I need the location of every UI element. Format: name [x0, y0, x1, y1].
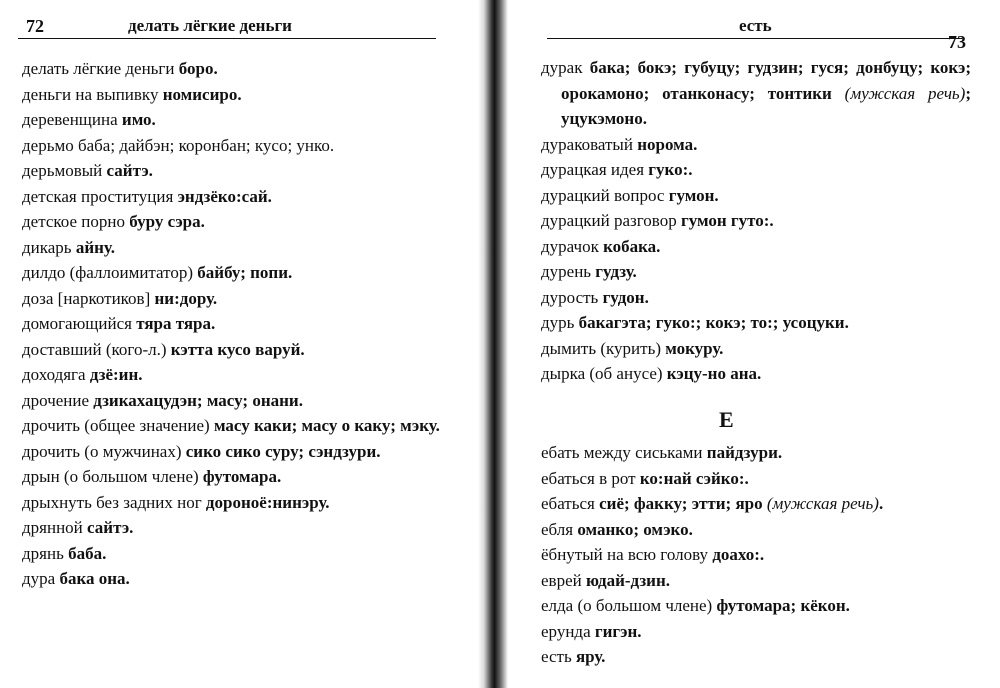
entry-term: деревенщина	[22, 110, 122, 129]
entry-translation: байбу; попи.	[197, 263, 293, 282]
dictionary-entry	[541, 234, 971, 260]
dictionary-entry	[22, 184, 442, 210]
dictionary-entry	[22, 490, 442, 516]
entry-translation: гумон гуто:.	[680, 211, 774, 230]
dictionary-entry	[541, 183, 971, 209]
entry-term: ёбнутый на всю голову	[541, 545, 713, 564]
entry-translation: гудон.	[602, 287, 649, 307]
dictionary-entry	[541, 259, 971, 285]
running-head: есть	[739, 16, 772, 35]
running-head: делать лёгкие деньги	[128, 16, 292, 35]
entry-term: дурацкий разговор	[541, 211, 681, 230]
section-letter: Е	[719, 407, 734, 432]
dictionary-entry	[22, 286, 442, 312]
entry-term: дикарь	[22, 237, 76, 257]
entry-term: дрочить (о мужчинах)	[22, 441, 186, 461]
entry-term: деньги на выпивку	[22, 84, 163, 104]
dictionary-entry	[22, 209, 442, 235]
entry-term: дура	[22, 569, 60, 588]
entry-translation: футомара.	[202, 467, 282, 486]
entry-term: дрянной	[22, 518, 88, 537]
entry-term: дурь	[541, 313, 579, 332]
dictionary-entry	[22, 464, 442, 490]
entry-translation: бакагэта; гуко:; кокэ; то:; усоцуки.	[578, 313, 849, 332]
dictionary-entry	[541, 310, 971, 336]
entry-translation: оманко; омэко.	[577, 519, 693, 539]
entry-term: дерьмо баба; дайбэн; коронбан; кусо; унко.	[22, 135, 335, 155]
entry-translation: футомара; кёкон.	[716, 596, 850, 615]
dictionary-entry	[22, 158, 442, 184]
entry-term: ебля	[541, 519, 578, 539]
entry-term: дрочение	[22, 390, 94, 410]
entry-term: дерьмовый	[22, 161, 107, 180]
page-header	[547, 14, 966, 52]
dictionary-entry	[22, 362, 442, 388]
entry-term: доходяга	[22, 365, 90, 384]
entry-translation: доахо:.	[712, 545, 765, 564]
dictionary-entry	[541, 157, 971, 183]
entry-term: дырка (об анусе)	[541, 364, 667, 383]
entry-list	[22, 56, 442, 592]
dictionary-entry	[22, 133, 442, 159]
entry-term: ебаться в рот	[541, 468, 640, 488]
entry-translation: кэцу-но ана.	[666, 364, 762, 383]
dictionary-entry	[541, 542, 971, 568]
dictionary-entry	[541, 440, 971, 466]
entry-term: елда (о большом члене)	[541, 596, 717, 615]
entry-term: дурак	[541, 58, 590, 77]
dictionary-entry	[22, 337, 442, 363]
page-header	[18, 14, 436, 39]
entry-translation: айну.	[75, 237, 115, 257]
left-page	[0, 0, 480, 688]
entry-term: детская проституция	[22, 186, 178, 206]
entry-translation: кэтта кусо варуй.	[170, 339, 305, 359]
entry-term: дрыхнуть без задних ног	[22, 492, 206, 512]
entry-translation: сайтэ.	[106, 161, 153, 180]
dictionary-entry	[22, 107, 442, 133]
dictionary-entry	[541, 336, 971, 362]
entry-translation: дзикахацудэн; масу; онани.	[93, 390, 303, 410]
dictionary-entry	[541, 466, 971, 492]
entry-translation: гуко:.	[648, 160, 693, 179]
entry-translation: боро.	[178, 59, 218, 78]
entry-translation: буру сэра.	[129, 212, 205, 231]
entry-translation-tail: .	[878, 494, 884, 513]
entry-translation: гигэн.	[594, 621, 642, 641]
entry-term: делать лёгкие деньги	[22, 59, 179, 78]
dictionary-entry	[541, 619, 971, 645]
page-number: 72	[26, 16, 44, 36]
entry-term: дымить (курить)	[541, 338, 666, 358]
entry-translation: эндзёко:сай.	[177, 186, 272, 206]
dictionary-entry	[22, 311, 442, 337]
entry-term: ебать между сиськами	[541, 443, 707, 462]
entry-list	[541, 440, 971, 670]
entry-term: дрочить (общее значение)	[22, 416, 214, 435]
entry-translation: юдай-дзин.	[585, 570, 671, 590]
dictionary-entry	[22, 56, 442, 82]
entry-translation: тяра тяра.	[136, 314, 216, 333]
entry-term: ебаться	[541, 494, 600, 513]
entry-translation: кобака.	[603, 236, 661, 256]
entry-translation: дороноё:нинэру.	[205, 492, 330, 512]
dictionary-entry	[541, 644, 971, 670]
entry-translation: сико сико суру; сэндзури.	[185, 441, 381, 461]
dictionary-entry	[541, 132, 971, 158]
dictionary-entry	[541, 55, 971, 132]
entry-term: детское порно	[22, 212, 130, 231]
dictionary-entry	[541, 285, 971, 311]
entry-term: еврей	[541, 570, 586, 590]
page-number: 73	[948, 32, 966, 52]
dictionary-entry	[22, 439, 442, 465]
entry-translation: сайтэ.	[87, 518, 134, 537]
dictionary-entry	[541, 208, 971, 234]
dictionary-entry	[22, 388, 442, 414]
entry-term: дрын (о большом члене)	[22, 467, 203, 486]
dictionary-entry	[22, 566, 442, 592]
dictionary-entry	[22, 413, 442, 439]
entry-translation: дзё:ин.	[89, 365, 143, 384]
entry-translation: бака; бокэ; губуцу; гудзин; гуся; донбуцу; кокэ; орокамоно; отанконасу; тонтики	[561, 58, 971, 103]
entry-term: дурацкая идея	[541, 160, 649, 179]
entry-term: дурость	[541, 287, 603, 307]
dictionary-entry	[22, 541, 442, 567]
entry-translation: гумон.	[668, 185, 719, 205]
dictionary-entry	[22, 260, 442, 286]
entry-translation: имо.	[121, 110, 156, 129]
dictionary-entry	[22, 235, 442, 261]
entry-term: дрянь	[22, 543, 69, 563]
entry-translation: ни:дору.	[154, 288, 218, 308]
entry-term: ерунда	[541, 621, 595, 641]
dictionary-entry	[541, 568, 971, 594]
book-spine	[478, 0, 508, 688]
entry-term: дурень	[541, 262, 596, 281]
dictionary-entry	[541, 361, 971, 387]
entry-translation: норома.	[637, 134, 698, 154]
entry-list	[541, 55, 971, 387]
entry-translation-tail: ; уцукэмоно.	[561, 83, 971, 128]
entry-term: домогающийся	[22, 314, 137, 333]
dictionary-entry	[541, 593, 971, 619]
entry-translation: сиё; факку; этти; яро	[599, 494, 763, 513]
entry-note: (мужская речь)	[762, 494, 879, 513]
entry-translation: мокуру.	[665, 338, 724, 358]
entry-translation: яру.	[575, 647, 606, 666]
entry-translation: ко:най сэйко:.	[639, 468, 749, 488]
dictionary-entry	[541, 491, 971, 517]
entry-term: доза [наркотиков]	[22, 288, 155, 308]
entry-translation: номисиро.	[162, 84, 242, 104]
entry-translation: баба.	[68, 543, 107, 563]
entry-term: дурацкий вопрос	[541, 185, 669, 205]
right-page	[505, 0, 1000, 688]
entry-term: доставший (кого-л.)	[22, 339, 171, 359]
entry-term: дурачок	[541, 236, 604, 256]
entry-translation: бака она.	[59, 569, 130, 588]
entry-term: дилдо (фаллоимитатор)	[22, 263, 198, 282]
entry-translation: пайдзури.	[706, 443, 783, 462]
entry-term: дураковатый	[541, 134, 638, 154]
entry-note: (мужская речь)	[831, 83, 966, 103]
entry-translation: масу каки; масу о каку; мэку.	[213, 416, 440, 435]
dictionary-entry	[541, 517, 971, 543]
entry-translation: гудзу.	[595, 262, 637, 281]
dictionary-entry	[22, 82, 442, 108]
entry-term: есть	[541, 647, 576, 666]
dictionary-entry	[22, 515, 442, 541]
